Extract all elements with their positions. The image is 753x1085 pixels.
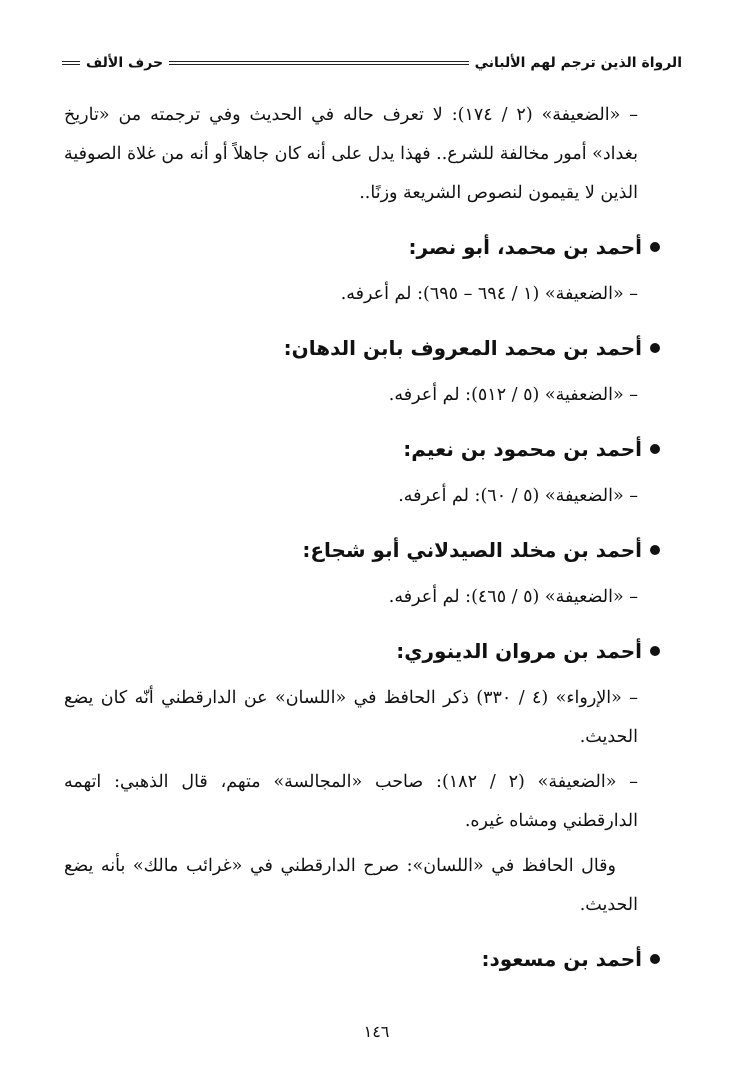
entry-reference: – «الضعيفة» (١ / ٦٩٤ – ٦٩٥): لم أعرفه. xyxy=(340,284,638,304)
narrator-name: أحمد بن محمود بن نعيم: xyxy=(403,437,642,461)
entry-reference: – «الضعيفة» (٥ / ٤٦٥): لم أعرفه. xyxy=(388,587,638,607)
entry-heading xyxy=(64,227,660,267)
page-body xyxy=(64,96,642,987)
entry-heading xyxy=(64,328,660,368)
header-end-rule xyxy=(62,61,80,65)
narrator-name: أحمد بن مروان الدينوري: xyxy=(396,639,642,663)
entry-heading xyxy=(64,939,660,979)
continuation-paragraph: – «الضعيفة» (٢ / ١٧٤): لا تعرف حاله في الحديث وفي ترجمته من «تاريخ بغداد» أمور مخالفة للشرع.. فهذا يدل على أنه كان جاهلاً أو أنه من غلاة الصوفية الذين لا يقيمون لنصوص الشريعة وزنًا.. xyxy=(64,105,638,203)
entry-reference: – «الضعفية» (٥ / ٥١٢): لم أعرفه. xyxy=(388,385,638,405)
narrator-name: أحمد بن محمد، أبو نصر: xyxy=(408,235,642,259)
bullet-icon xyxy=(650,954,660,964)
bullet-icon xyxy=(650,242,660,252)
entry-heading xyxy=(64,631,660,671)
narrator-name: أحمد بن محمد المعروف بابن الدهان: xyxy=(283,336,642,360)
header-rule xyxy=(169,61,468,65)
entry-reference: – «الإرواء» (٤ / ٣٣٠) ذكر الحافظ في «اللسان» عن الدارقطني أنّه كان يضع الحديث. xyxy=(64,688,639,747)
entry-heading xyxy=(64,530,660,570)
book-title: الرواة الذين ترجم لهم الألباني xyxy=(474,55,682,71)
entry-reference: – «الضعيفة» (٥ / ٦٠): لم أعرفه. xyxy=(398,486,638,506)
bullet-icon xyxy=(650,545,660,555)
section-title: حرف الألف xyxy=(86,55,164,71)
narrator-name: أحمد بن مسعود: xyxy=(481,947,642,971)
bullet-icon xyxy=(650,343,660,353)
entry-heading xyxy=(64,429,660,469)
bullet-icon xyxy=(650,444,660,454)
page-number: ١٤٦ xyxy=(363,1022,390,1041)
entry-reference: وقال الحافظ في «اللسان»: صرح الدارقطني في «غرائب مالك» بأنه يضع الحديث. xyxy=(64,856,638,915)
entry-reference: – «الضعيفة» (٢ / ١٨٢): صاحب «المجالسة» متهم، قال الذهبي: اتهمه الدارقطني ومشاه غيره. xyxy=(64,772,638,831)
running-header xyxy=(62,50,682,76)
bullet-icon xyxy=(650,646,660,656)
narrator-name: أحمد بن مخلد الصيدلاني أبو شجاع: xyxy=(302,538,642,562)
